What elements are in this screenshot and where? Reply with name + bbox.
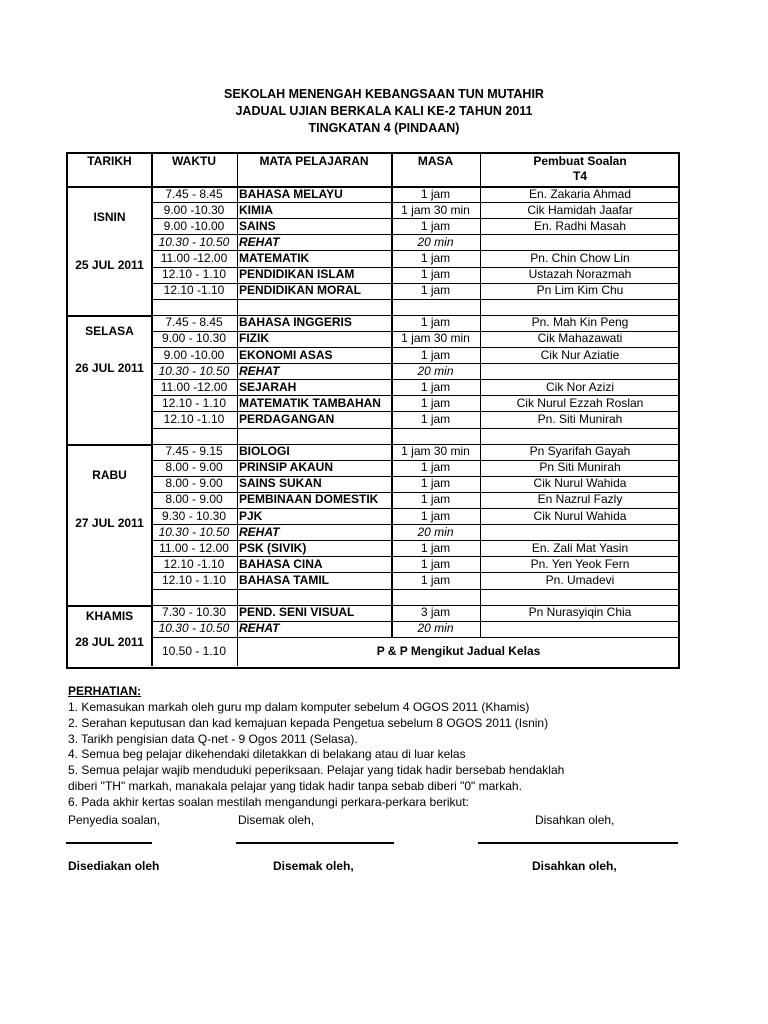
cell-teacher: En Nazrul Fazly [537, 492, 623, 507]
sig-disahkan-label-2: Disahkan oleh, [532, 859, 617, 873]
cell-masa: 1 jam [420, 379, 451, 394]
day-divider [68, 444, 151, 446]
cell-teacher: Cik Nur Aziatie [540, 347, 620, 362]
cell-masa: 20 min [417, 363, 454, 378]
sig-line-middle [236, 842, 394, 844]
cell-subject: PSK (SIVIK) [239, 540, 307, 555]
cell-masa: 20 min [417, 621, 454, 636]
cell-masa: 1 jam [420, 250, 451, 265]
day-name: ISNIN [93, 210, 126, 225]
cell-masa: 1 jam 30 min [401, 444, 470, 459]
col-divider-masa [480, 154, 481, 637]
cell-teacher: Cik Nurul Ezzah Roslan [516, 395, 644, 410]
cell-masa: 1 jam [420, 556, 451, 571]
day-divider [68, 315, 151, 317]
sig-disemak-label-2: Disemak oleh, [273, 859, 354, 873]
cell-waktu-last: 10.50 - 1.10 [161, 644, 227, 659]
day-date: 25 JUL 2011 [75, 258, 144, 273]
row-divider [151, 299, 678, 300]
cell-teacher: Cik Nurul Wahida [533, 476, 627, 491]
cell-waktu: 10.30 - 10.50 [158, 234, 230, 249]
cell-waktu: 9.30 - 10.30 [161, 508, 227, 523]
cell-waktu: 11.00 -12.00 [160, 250, 228, 265]
note-item: 6. Pada akhir kertas soalan mestilah mengandungi perkara-perkara berikut: [68, 794, 469, 809]
note-item: 4. Semua beg pelajar dikehendaki diletakkan di belakang atau di luar kelas [68, 747, 466, 762]
cell-masa: 1 jam [420, 476, 451, 491]
cell-waktu: 10.30 - 10.50 [158, 524, 230, 539]
sig-disediakan-label: Disediakan oleh [68, 859, 160, 873]
cell-masa: 3 jam [420, 605, 451, 620]
sig-line-right [478, 842, 678, 844]
cell-teacher: Pn. Chin Chow Lin [530, 250, 630, 265]
cell-teacher: En. Zali Mat Yasin [531, 540, 629, 555]
cell-subject: BAHASA CINA [239, 556, 323, 571]
cell-waktu: 7.30 - 10.30 [161, 605, 227, 620]
cell-teacher: Pn. Umadevi [545, 572, 615, 587]
sig-penyedia-label: Penyedia soalan, [68, 813, 161, 827]
col-divider-tarikh [151, 154, 153, 666]
cell-subject: BAHASA MELAYU [239, 186, 343, 201]
col-divider-waktu [237, 154, 238, 666]
header-pembuat-sub: T4 [572, 169, 587, 183]
note-item: 1. Kemasukan markah oleh guru mp dalam komputer sebelum 4 OGOS 2011 (Khamis) [68, 700, 530, 714]
cell-teacher: Ustazah Norazmah [528, 267, 632, 281]
note-item: 2. Serahan keputusan dan kad kemajuan kepada Pengetua sebelum 8 OGOS 2011 (Isnin) [68, 715, 549, 730]
header-mata-pelajaran: MATA PELAJARAN [259, 154, 369, 168]
cell-subject: BAHASA INGGERIS [239, 315, 352, 330]
cell-subject: SAINS [239, 218, 276, 233]
cell-waktu: 10.30 - 10.50 [158, 363, 230, 378]
cell-subject: SEJARAH [239, 379, 297, 394]
col-divider-mata [391, 154, 393, 637]
cell-subject: PEND. SENI VISUAL [239, 605, 355, 620]
cell-subject: BIOLOGI [239, 444, 290, 459]
cell-masa: 1 jam [420, 508, 451, 523]
cell-teacher: Cik Nor Azizi [545, 379, 614, 394]
sig-disahkan-label: Disahkan oleh, [535, 813, 615, 827]
cell-masa: 1 jam [420, 411, 451, 426]
cell-masa: 1 jam [420, 347, 451, 362]
cell-teacher: Pn Syarifah Gayah [529, 444, 631, 459]
cell-subject: REHAT [239, 234, 280, 249]
cell-teacher: Pn. Siti Munirah [537, 411, 623, 426]
cell-teacher: Cik Hamidah Jaafar [527, 202, 633, 217]
cell-masa: 20 min [417, 234, 454, 249]
cell-waktu: 12.10 - 1.10 [161, 267, 227, 281]
cell-waktu: 11.00 - 12.00 [159, 540, 229, 555]
day-date: 26 JUL 2011 [75, 361, 144, 376]
cell-waktu: 8.00 - 9.00 [165, 476, 223, 491]
cell-pp-note: P & P Mengikut Jadual Kelas [376, 644, 541, 659]
cell-masa: 1 jam [420, 572, 451, 587]
day-date: 28 JUL 2011 [75, 635, 144, 650]
cell-subject: REHAT [239, 524, 280, 539]
cell-teacher: Pn Siti Munirah [539, 460, 621, 475]
cell-waktu: 7.45 - 8.45 [165, 186, 223, 201]
cell-masa: 1 jam [420, 283, 451, 298]
cell-teacher: Cik Mahazawati [537, 331, 623, 346]
cell-subject: REHAT [239, 363, 280, 378]
cell-waktu: 10.30 - 10.50 [158, 621, 230, 636]
row-divider [151, 589, 678, 590]
row-divider [151, 637, 678, 638]
cell-subject: FIZIK [239, 331, 269, 346]
header-masa: MASA [417, 154, 454, 168]
cell-teacher: En. Radhi Masah [533, 218, 627, 233]
cell-subject: MATEMATIK TAMBAHAN [239, 395, 381, 410]
cell-subject: KIMIA [239, 202, 273, 217]
header-waktu: WAKTU [172, 154, 216, 168]
cell-waktu: 9.00 - 10.30 [161, 331, 227, 346]
cell-teacher: Pn. Yen Yeok Fern [530, 556, 630, 571]
cell-teacher: Pn Lim Kim Chu [536, 283, 624, 298]
day-divider [68, 605, 151, 607]
note-item: 5. Semua pelajar wajib menduduki peperiksaan. Pelajar yang tidak hadir bersebab hendaklah [68, 763, 565, 778]
cell-masa: 1 jam [420, 267, 451, 281]
cell-subject: PERDAGANGAN [239, 411, 335, 426]
cell-waktu: 12.10 - 1.10 [161, 395, 227, 410]
cell-waktu: 9.00 -10.30 [163, 202, 225, 217]
cell-subject: MATEMATIK [239, 250, 310, 265]
cell-waktu: 9.00 -10.00 [163, 347, 225, 362]
cell-subject: BAHASA TAMIL [239, 572, 329, 587]
cell-masa: 1 jam 30 min [401, 331, 470, 346]
cell-waktu: 12.10 -1.10 [163, 411, 225, 426]
cell-masa: 1 jam [420, 492, 451, 507]
note-item: diberi "TH" markah, manakala pelajar yang tidak hadir tanpa sebab diberi "0" markah. [68, 779, 522, 793]
cell-subject: PENDIDIKAN ISLAM [239, 267, 355, 281]
cell-waktu: 9.00 -10.00 [163, 218, 225, 233]
cell-subject: SAINS SUKAN [239, 476, 322, 491]
cell-masa: 1 jam [420, 460, 451, 475]
cell-masa: 1 jam [420, 186, 451, 201]
notes-title: PERHATIAN: [68, 684, 142, 698]
header-tarikh: TARIKH [87, 154, 132, 168]
cell-masa: 1 jam [420, 540, 451, 555]
note-item: 3. Tarikh pengisian data Q-net - 9 Ogos 2011 (Selasa). [68, 731, 358, 746]
day-name: SELASA [85, 324, 134, 339]
cell-subject: PENDIDIKAN MORAL [239, 283, 361, 298]
cell-teacher: Cik Nurul Wahida [533, 508, 627, 523]
sig-disemak-label: Disemak oleh, [238, 813, 315, 827]
header-pembuat-soalan: Pembuat Soalan [533, 154, 627, 168]
cell-masa: 20 min [417, 524, 454, 539]
exam-schedule-table [66, 152, 680, 669]
cell-subject: PEMBINAAN DOMESTIK [239, 492, 379, 507]
cell-teacher: Pn. Mah Kin Peng [531, 315, 629, 330]
form-title: TINGKATAN 4 (PINDAAN) [308, 121, 460, 135]
cell-waktu: 8.00 - 9.00 [165, 492, 223, 507]
exam-title: JADUAL UJIAN BERKALA KALI KE-2 TAHUN 2011 [235, 104, 533, 118]
cell-waktu: 7.45 - 8.45 [165, 315, 223, 330]
cell-waktu: 12.10 - 1.10 [161, 572, 227, 587]
school-name: SEKOLAH MENENGAH KEBANGSAAN TUN MUTAHIR [224, 87, 544, 101]
day-name: RABU [92, 467, 127, 482]
day-date: 27 JUL 2011 [75, 516, 144, 531]
cell-subject: REHAT [239, 621, 280, 636]
cell-masa: 1 jam [420, 395, 451, 410]
cell-masa: 1 jam [420, 315, 451, 330]
cell-masa: 1 jam 30 min [401, 202, 470, 217]
cell-waktu: 12.10 -1.10 [163, 283, 225, 298]
cell-waktu: 7.45 - 9.15 [165, 444, 223, 459]
cell-subject: PRINSIP AKAUN [239, 460, 334, 475]
cell-waktu: 12.10 -1.10 [163, 556, 225, 571]
day-name: KHAMIS [85, 609, 134, 624]
sig-line-left [66, 842, 152, 844]
cell-masa: 1 jam [420, 218, 451, 233]
cell-subject: EKONOMI ASAS [239, 347, 333, 362]
cell-waktu: 8.00 - 9.00 [165, 460, 223, 475]
cell-subject: PJK [239, 508, 263, 523]
row-divider [151, 428, 678, 429]
cell-waktu: 11.00 -12.00 [160, 379, 228, 394]
cell-teacher: Pn Nurasyiqin Chia [528, 605, 632, 620]
cell-teacher: En. Zakaria Ahmad [528, 186, 632, 201]
